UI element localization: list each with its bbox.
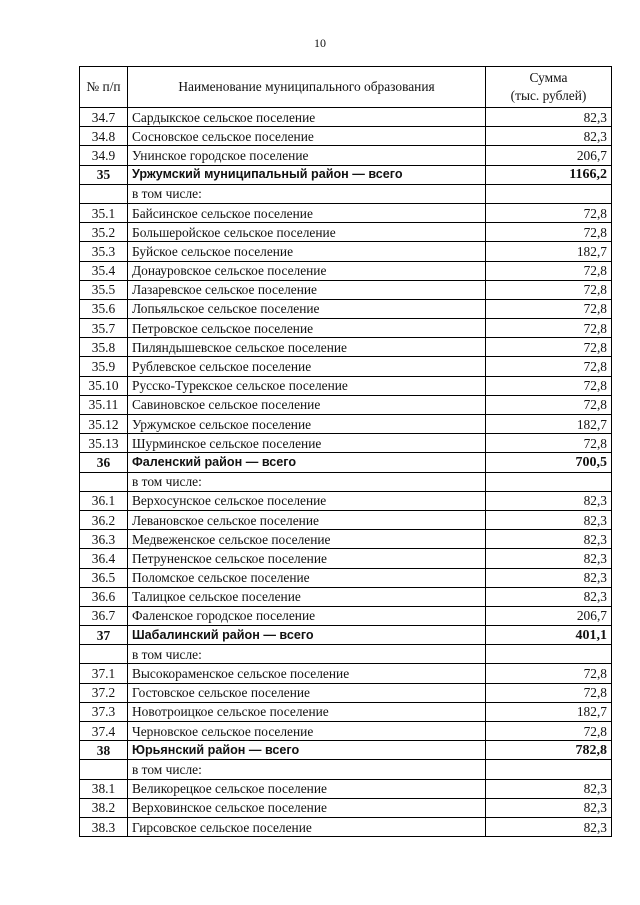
cell-name: Гостовское сельское поселение	[128, 683, 486, 702]
cell-name: Сардыкское сельское поселение	[128, 108, 486, 127]
cell-name: Лазаревское сельское поселение	[128, 280, 486, 299]
cell-name: Фаленское городское поселение	[128, 606, 486, 625]
cell-num: 36.6	[80, 587, 128, 606]
cell-name: в том числе:	[128, 184, 486, 203]
table-row-total	[80, 626, 612, 645]
cell-num: 35.13	[80, 434, 128, 453]
table-row	[80, 530, 612, 549]
table-row-total	[80, 165, 612, 184]
cell-sum: 401,1	[486, 626, 612, 645]
cell-num: 38	[80, 741, 128, 760]
table-row	[80, 280, 612, 299]
cell-num: 37.4	[80, 722, 128, 741]
table-row	[80, 510, 612, 529]
cell-num: 37.1	[80, 664, 128, 683]
cell-sum: 182,7	[486, 702, 612, 721]
cell-name: Уржумский муниципальный район — всего	[128, 165, 486, 184]
cell-sum: 82,3	[486, 530, 612, 549]
table-row	[80, 606, 612, 625]
cell-num: 35.5	[80, 280, 128, 299]
cell-sum: 782,8	[486, 741, 612, 760]
cell-sum: 700,5	[486, 453, 612, 472]
cell-name: Великорецкое сельское поселение	[128, 779, 486, 798]
cell-num: 34.9	[80, 146, 128, 165]
table-row	[80, 779, 612, 798]
cell-name: Черновское сельское поселение	[128, 722, 486, 741]
cell-name: Рублевское сельское поселение	[128, 357, 486, 376]
cell-sum: 182,7	[486, 415, 612, 434]
cell-name: Русско-Турекское сельское поселение	[128, 376, 486, 395]
table-row	[80, 664, 612, 683]
table-row	[80, 127, 612, 146]
table-row	[80, 223, 612, 242]
cell-name: Буйское сельское поселение	[128, 242, 486, 261]
cell-name: в том числе:	[128, 645, 486, 664]
cell-num: 35.6	[80, 299, 128, 318]
table-row-total	[80, 741, 612, 760]
cell-sum: 82,3	[486, 491, 612, 510]
cell-name: Верховинское сельское поселение	[128, 798, 486, 817]
cell-sum: 206,7	[486, 146, 612, 165]
cell-num: 36	[80, 453, 128, 472]
budget-allocation-table	[79, 66, 612, 837]
table-row	[80, 376, 612, 395]
table-row	[80, 184, 612, 203]
cell-name: Верхосунское сельское поселение	[128, 491, 486, 510]
cell-sum: 72,8	[486, 319, 612, 338]
cell-name: Сосновское сельское поселение	[128, 127, 486, 146]
page-number: 10	[314, 36, 326, 50]
cell-name: Савиновское сельское поселение	[128, 395, 486, 414]
table-row	[80, 472, 612, 491]
cell-name: Медвеженское сельское поселение	[128, 530, 486, 549]
cell-num	[80, 760, 128, 779]
cell-num: 36.1	[80, 491, 128, 510]
cell-sum: 72,8	[486, 338, 612, 357]
cell-sum: 72,8	[486, 203, 612, 222]
cell-sum: 72,8	[486, 299, 612, 318]
cell-name: Высокораменское сельское поселение	[128, 664, 486, 683]
table-header-row	[80, 67, 612, 108]
table-row	[80, 434, 612, 453]
table-row	[80, 357, 612, 376]
cell-num: 35.9	[80, 357, 128, 376]
cell-num	[80, 645, 128, 664]
cell-sum: 82,3	[486, 108, 612, 127]
cell-sum: 72,8	[486, 357, 612, 376]
cell-sum: 82,3	[486, 568, 612, 587]
cell-name: Петровское сельское поселение	[128, 319, 486, 338]
cell-sum: 82,3	[486, 817, 612, 836]
table-row	[80, 261, 612, 280]
table-row	[80, 702, 612, 721]
cell-num: 35.3	[80, 242, 128, 261]
cell-sum: 82,3	[486, 127, 612, 146]
cell-sum: 182,7	[486, 242, 612, 261]
cell-num: 36.4	[80, 549, 128, 568]
table-row	[80, 645, 612, 664]
cell-name: Новотроицкое сельское поселение	[128, 702, 486, 721]
table-row	[80, 319, 612, 338]
cell-num: 36.5	[80, 568, 128, 587]
header-sum	[486, 67, 612, 108]
header-num: № п/п	[80, 67, 128, 108]
cell-num: 34.7	[80, 108, 128, 127]
cell-name: Левановское сельское поселение	[128, 510, 486, 529]
header-name: Наименование муниципального образования	[128, 67, 486, 108]
table-row	[80, 722, 612, 741]
cell-num	[80, 184, 128, 203]
cell-name: Поломское сельское поселение	[128, 568, 486, 587]
table-row	[80, 817, 612, 836]
cell-name: Донауровское сельское поселение	[128, 261, 486, 280]
table-row	[80, 760, 612, 779]
table-row	[80, 108, 612, 127]
cell-name: Гирсовское сельское поселение	[128, 817, 486, 836]
cell-name: Уржумское сельское поселение	[128, 415, 486, 434]
cell-sum: 72,8	[486, 280, 612, 299]
cell-num: 36.2	[80, 510, 128, 529]
cell-num: 38.3	[80, 817, 128, 836]
cell-sum: 72,8	[486, 683, 612, 702]
cell-sum: 82,3	[486, 798, 612, 817]
table-row	[80, 203, 612, 222]
cell-sum: 72,8	[486, 722, 612, 741]
cell-name: Пиляндышевское сельское поселение	[128, 338, 486, 357]
cell-num: 35.1	[80, 203, 128, 222]
cell-sum: 82,3	[486, 510, 612, 529]
header-sum-line2: (тыс. рублей)	[510, 88, 587, 103]
cell-num: 34.8	[80, 127, 128, 146]
cell-sum	[486, 645, 612, 664]
table-row	[80, 587, 612, 606]
table-row	[80, 549, 612, 568]
cell-sum: 82,3	[486, 549, 612, 568]
cell-num: 35.8	[80, 338, 128, 357]
cell-name: Байсинское сельское поселение	[128, 203, 486, 222]
cell-name: Шабалинский район — всего	[128, 626, 486, 645]
cell-num: 35.11	[80, 395, 128, 414]
cell-sum: 72,8	[486, 376, 612, 395]
table-row-total	[80, 453, 612, 472]
cell-name: Талицкое сельское поселение	[128, 587, 486, 606]
cell-sum	[486, 760, 612, 779]
cell-num: 36.7	[80, 606, 128, 625]
cell-num	[80, 472, 128, 491]
cell-sum: 1166,2	[486, 165, 612, 184]
cell-name: Унинское городское поселение	[128, 146, 486, 165]
cell-num: 36.3	[80, 530, 128, 549]
cell-num: 37	[80, 626, 128, 645]
cell-sum: 72,8	[486, 434, 612, 453]
cell-num: 37.2	[80, 683, 128, 702]
table-row	[80, 568, 612, 587]
table-row	[80, 415, 612, 434]
table-row	[80, 491, 612, 510]
cell-name: Фаленский район — всего	[128, 453, 486, 472]
cell-sum: 82,3	[486, 587, 612, 606]
cell-sum	[486, 472, 612, 491]
table-body	[80, 108, 612, 837]
cell-sum	[486, 184, 612, 203]
table-row	[80, 338, 612, 357]
cell-num: 38.2	[80, 798, 128, 817]
cell-num: 35	[80, 165, 128, 184]
cell-sum: 206,7	[486, 606, 612, 625]
cell-sum: 72,8	[486, 261, 612, 280]
cell-sum: 72,8	[486, 395, 612, 414]
cell-name: Юрьянский район — всего	[128, 741, 486, 760]
cell-sum: 72,8	[486, 223, 612, 242]
table-row	[80, 798, 612, 817]
table-row	[80, 395, 612, 414]
cell-num: 35.2	[80, 223, 128, 242]
cell-sum: 82,3	[486, 779, 612, 798]
cell-name: Большеройское сельское поселение	[128, 223, 486, 242]
cell-num: 35.7	[80, 319, 128, 338]
cell-num: 35.12	[80, 415, 128, 434]
table-row	[80, 299, 612, 318]
header-sum-line1: Сумма	[529, 70, 568, 85]
cell-name: Петруненское сельское поселение	[128, 549, 486, 568]
table-row	[80, 242, 612, 261]
table-row	[80, 146, 612, 165]
cell-num: 38.1	[80, 779, 128, 798]
cell-name: Шурминское сельское поселение	[128, 434, 486, 453]
cell-name: Лопьяльское сельское поселение	[128, 299, 486, 318]
table-row	[80, 683, 612, 702]
cell-name: в том числе:	[128, 472, 486, 491]
cell-name: в том числе:	[128, 760, 486, 779]
cell-num: 35.10	[80, 376, 128, 395]
cell-num: 37.3	[80, 702, 128, 721]
cell-num: 35.4	[80, 261, 128, 280]
cell-sum: 72,8	[486, 664, 612, 683]
